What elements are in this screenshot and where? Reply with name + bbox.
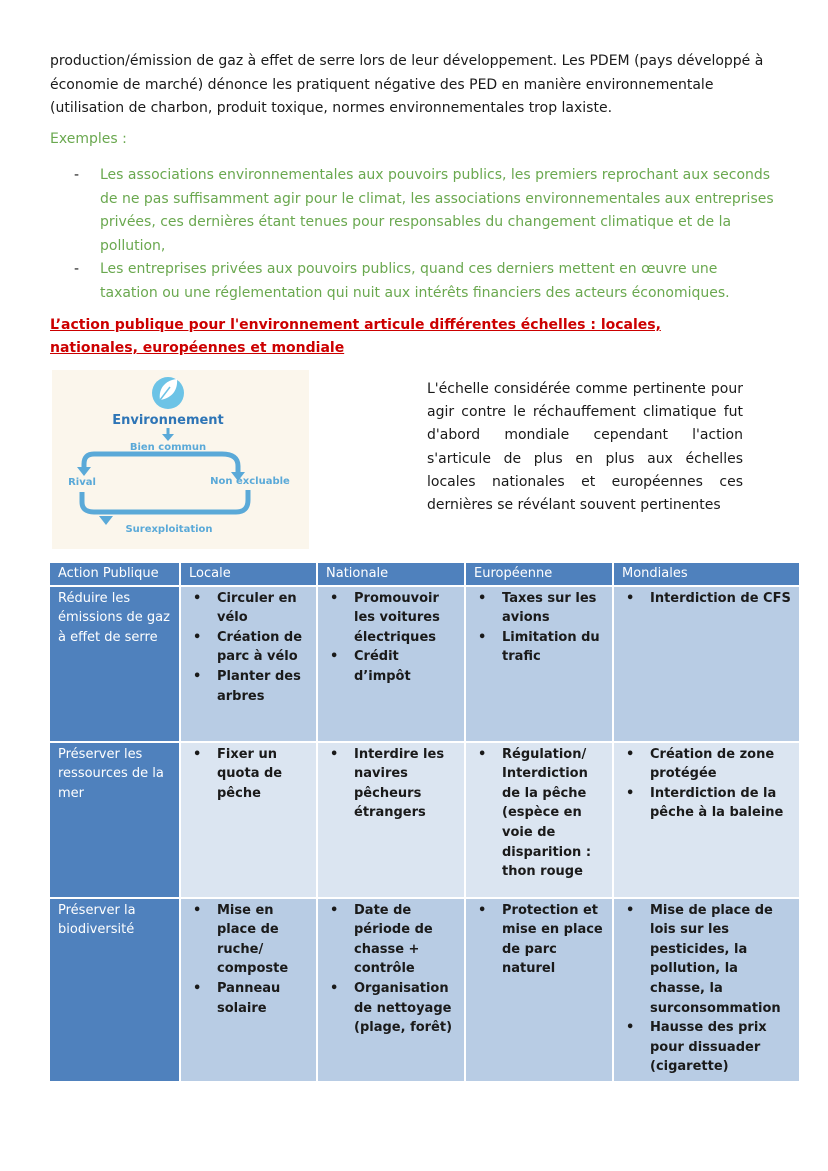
cell-item: • Création de parc à vélo — [187, 628, 310, 667]
table-cell — [613, 586, 800, 742]
example-text: Les associations environnementales aux pouvoirs publics, les premiers reprochant aux seconds de ne pas suffisamment agir pour le climat, les associations environnementales aux entreprises privées, ces dernières étant tenues pour responsables du changement climatique et de la pollution, — [100, 167, 774, 254]
table-header: Locale — [180, 563, 317, 586]
cell-item: • Fixer un quota de pêche — [187, 745, 310, 804]
table-header: Action Publique — [50, 563, 180, 586]
intro-text: production/émission de gaz à effet de serre lors de leur développement. Les PDEM (pays développé à économie de marché) dénonce les pratiquent négative des PED en manière environnementale (utilisation de charbon, produit toxique, normes environnementales trop laxiste. — [50, 53, 764, 116]
leaf-icon — [152, 377, 184, 409]
table-cell — [465, 586, 613, 742]
cell-item: • Crédit d’impôt — [324, 647, 458, 686]
cell-item: • Interdiction de CFS — [620, 589, 793, 609]
diagram-svg — [52, 370, 309, 549]
cell-item: • Limitation du trafic — [472, 628, 606, 667]
table-row — [50, 898, 800, 1081]
diagram-left-label: Rival — [68, 477, 96, 488]
dash-bullet: - — [74, 167, 80, 183]
example-item — [50, 164, 778, 258]
table-header: Européenne — [465, 563, 613, 586]
cell-item: • Mise de place de lois sur les pesticides, la pollution, la chasse, la surconsommation — [620, 901, 793, 1019]
intro-paragraph — [50, 50, 778, 121]
cell-item: • Panneau solaire — [187, 979, 310, 1018]
cell-item: • Hausse des prix pour dissuader (cigarette) — [620, 1018, 793, 1077]
table-header-row — [50, 563, 800, 586]
examples-title: Exemples : — [50, 131, 127, 147]
dash-bullet: - — [74, 261, 80, 277]
table-row — [50, 586, 800, 742]
row-label: Réduire les émissions de gaz à effet de serre — [50, 586, 180, 742]
table-cell — [180, 586, 317, 742]
cell-item: • Interdire les navires pêcheurs étrangers — [324, 745, 458, 823]
cell-item: • Circuler en vélo — [187, 589, 310, 628]
table-header: Mondiales — [613, 563, 800, 586]
table-cell — [180, 742, 317, 898]
row-label: Préserver les ressources de la mer — [50, 742, 180, 898]
table-row — [50, 742, 800, 898]
bien-commun-diagram — [52, 370, 309, 549]
cell-item: • Promouvoir les voitures électriques — [324, 589, 458, 648]
cell-item: • Planter des arbres — [187, 667, 310, 706]
cell-item: • Régulation/ Interdiction de la pêche (espèce en voie de disparition : thon rouge — [472, 745, 606, 882]
table-cell — [465, 898, 613, 1081]
table-cell — [180, 898, 317, 1081]
row-label: Préserver la biodiversité — [50, 898, 180, 1081]
example-text: Les entreprises privées aux pouvoirs publics, quand ces derniers mettent en œuvre une taxation ou une réglementation qui nuit aux intérêts financiers des acteurs économiques. — [100, 261, 730, 301]
cell-item: • Organisation de nettoyage (plage, forêt) — [324, 979, 458, 1038]
cell-item: • Date de période de chasse + contrôle — [324, 901, 458, 979]
section-heading: L’action publique pour l'environnement articule différentes échelles : locales, nationales, européennes et mondiale — [50, 317, 661, 356]
cell-item: • Taxes sur les avions — [472, 589, 606, 628]
diagram-bottom-label: Surexploitation — [125, 524, 213, 535]
cell-item: • Création de zone protégée — [620, 745, 793, 784]
example-item — [50, 258, 778, 305]
action-publique-table — [50, 563, 801, 1081]
table-cell — [613, 742, 800, 898]
table-cell — [465, 742, 613, 898]
cell-item: • Mise en place de ruche/ composte — [187, 901, 310, 979]
cell-item: • Interdiction de la pêche à la baleine — [620, 784, 793, 823]
diagram-right-label: Non excluable — [210, 476, 290, 487]
table-cell — [317, 586, 465, 742]
table-cell — [317, 742, 465, 898]
cell-item: • Protection et mise en place de parc naturel — [472, 901, 606, 979]
diagram-top-label: Environnement — [112, 413, 224, 428]
table-cell — [317, 898, 465, 1081]
diagram-middle-label: Bien commun — [129, 442, 207, 453]
table-header: Nationale — [317, 563, 465, 586]
table-cell — [613, 898, 800, 1081]
examples-list — [50, 164, 778, 305]
side-paragraph: L'échelle considérée comme pertinente pour agir contre le réchauffement climatique fut d'abord mondiale cependant l'action s'articule de plus en plus aux échelles locales nationales et européennes ces dernières se révélant souvent pertinentes — [427, 381, 743, 514]
